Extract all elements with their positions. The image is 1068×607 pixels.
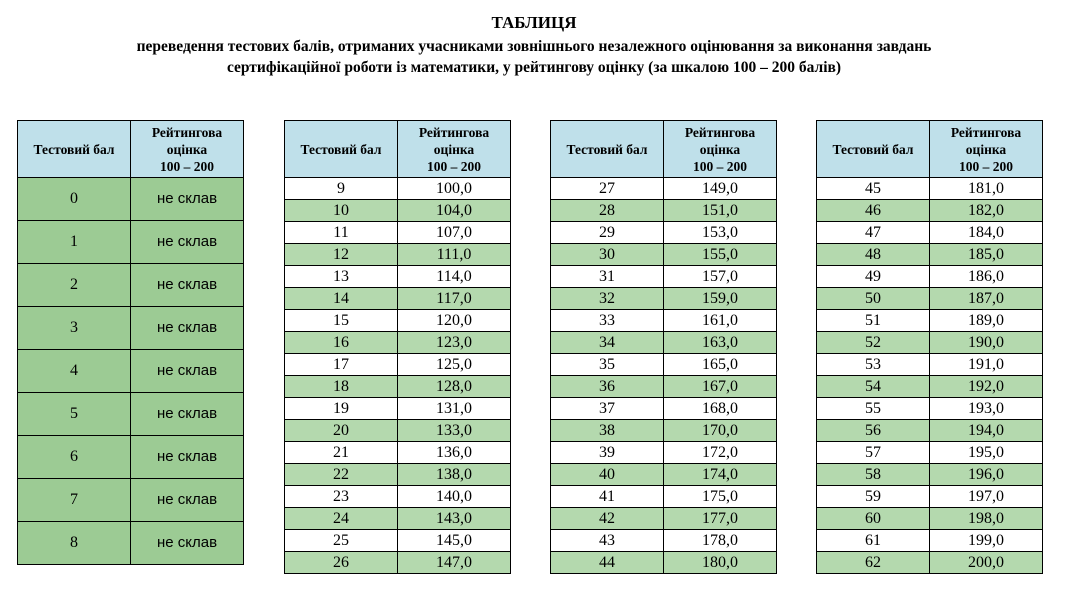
test-score-cell: 26 [285, 552, 398, 574]
rating-cell: 128,0 [398, 376, 511, 398]
test-score-cell: 19 [285, 398, 398, 420]
table-row [285, 486, 511, 508]
test-score-cell: 11 [285, 222, 398, 244]
table-row [285, 464, 511, 486]
rating-cell: не склав [131, 350, 244, 393]
test-score-cell: 36 [551, 376, 664, 398]
table-row [285, 398, 511, 420]
rating-cell: 172,0 [664, 442, 777, 464]
rating-cell: 189,0 [930, 310, 1043, 332]
test-score-cell: 9 [285, 178, 398, 200]
test-score-cell: 57 [817, 442, 930, 464]
rating-cell: 114,0 [398, 266, 511, 288]
test-score-cell: 15 [285, 310, 398, 332]
test-score-cell: 62 [817, 552, 930, 574]
rating-cell: 157,0 [664, 266, 777, 288]
rating-cell: 145,0 [398, 530, 511, 552]
rating-cell: не склав [131, 264, 244, 307]
test-score-cell: 27 [551, 178, 664, 200]
table-row [18, 393, 244, 436]
score-table-2 [284, 120, 511, 574]
rating-cell: 197,0 [930, 486, 1043, 508]
rating-cell: 174,0 [664, 464, 777, 486]
rating-cell: 181,0 [930, 178, 1043, 200]
table-header-row [551, 121, 777, 178]
header-rating-line-2: оцінка [433, 141, 475, 157]
test-score-cell: 50 [817, 288, 930, 310]
table-row [285, 530, 511, 552]
rating-cell: 180,0 [664, 552, 777, 574]
test-score-cell: 32 [551, 288, 664, 310]
header-rating [398, 121, 511, 178]
header-rating-line-3: 100 – 200 [959, 158, 1013, 174]
test-score-cell: 10 [285, 200, 398, 222]
test-score-cell: 25 [285, 530, 398, 552]
rating-cell: 138,0 [398, 464, 511, 486]
test-score-cell: 59 [817, 486, 930, 508]
table-row [551, 508, 777, 530]
rating-cell: 195,0 [930, 442, 1043, 464]
table-row [817, 420, 1043, 442]
rating-cell: 167,0 [664, 376, 777, 398]
rating-cell: 163,0 [664, 332, 777, 354]
test-score-cell: 3 [18, 307, 131, 350]
table-row [817, 288, 1043, 310]
table-row [551, 464, 777, 486]
header-rating [131, 121, 244, 178]
rating-cell: 196,0 [930, 464, 1043, 486]
table-row [285, 222, 511, 244]
rating-cell: 155,0 [664, 244, 777, 266]
test-score-cell: 0 [18, 178, 131, 221]
table-row [285, 420, 511, 442]
test-score-cell: 14 [285, 288, 398, 310]
test-score-cell: 45 [817, 178, 930, 200]
test-score-cell: 37 [551, 398, 664, 420]
rating-cell: не склав [131, 393, 244, 436]
header-rating-line-1: Рейтингова [151, 124, 223, 140]
header-rating-line-3: 100 – 200 [160, 158, 214, 174]
table-row [285, 332, 511, 354]
test-score-cell: 22 [285, 464, 398, 486]
test-score-cell: 17 [285, 354, 398, 376]
table-row [551, 222, 777, 244]
table-row [551, 310, 777, 332]
table-header-row [285, 121, 511, 178]
table-row [817, 442, 1043, 464]
test-score-cell: 29 [551, 222, 664, 244]
rating-cell: 186,0 [930, 266, 1043, 288]
table-row [551, 552, 777, 574]
rating-cell: 151,0 [664, 200, 777, 222]
rating-cell: 159,0 [664, 288, 777, 310]
test-score-cell: 43 [551, 530, 664, 552]
table-row [817, 200, 1043, 222]
rating-cell: 198,0 [930, 508, 1043, 530]
rating-cell: 133,0 [398, 420, 511, 442]
table-header-row [817, 121, 1043, 178]
test-score-cell: 55 [817, 398, 930, 420]
test-score-cell: 35 [551, 354, 664, 376]
test-score-cell: 44 [551, 552, 664, 574]
header-rating [664, 121, 777, 178]
test-score-cell: 46 [817, 200, 930, 222]
rating-cell: 147,0 [398, 552, 511, 574]
rating-cell: 199,0 [930, 530, 1043, 552]
header-rating [930, 121, 1043, 178]
table-row [285, 552, 511, 574]
document-subtitle [0, 36, 1068, 78]
test-score-cell: 49 [817, 266, 930, 288]
rating-cell: 165,0 [664, 354, 777, 376]
test-score-cell: 28 [551, 200, 664, 222]
test-score-cell: 34 [551, 332, 664, 354]
test-score-cell: 23 [285, 486, 398, 508]
table-row [551, 376, 777, 398]
table-row [817, 222, 1043, 244]
test-score-cell: 30 [551, 244, 664, 266]
header-rating-line-2: оцінка [166, 141, 208, 157]
rating-cell: 123,0 [398, 332, 511, 354]
table-row [285, 376, 511, 398]
table-row [285, 442, 511, 464]
table-row [551, 354, 777, 376]
rating-cell: 161,0 [664, 310, 777, 332]
rating-cell: 187,0 [930, 288, 1043, 310]
table-row [817, 178, 1043, 200]
test-score-cell: 52 [817, 332, 930, 354]
table-row [18, 307, 244, 350]
table-row [18, 522, 244, 565]
rating-cell: 104,0 [398, 200, 511, 222]
document-title: ТАБЛИЦЯ [491, 13, 577, 32]
table-row [817, 310, 1043, 332]
table-row [817, 332, 1043, 354]
test-score-cell: 54 [817, 376, 930, 398]
test-score-cell: 33 [551, 310, 664, 332]
test-score-cell: 42 [551, 508, 664, 530]
rating-cell: 175,0 [664, 486, 777, 508]
rating-cell: 120,0 [398, 310, 511, 332]
rating-cell: 177,0 [664, 508, 777, 530]
table-row [817, 552, 1043, 574]
test-score-cell: 38 [551, 420, 664, 442]
table-row [817, 398, 1043, 420]
table-row [551, 332, 777, 354]
rating-cell: 153,0 [664, 222, 777, 244]
rating-cell: не склав [131, 307, 244, 350]
rating-cell: 168,0 [664, 398, 777, 420]
rating-cell: 178,0 [664, 530, 777, 552]
table-row [817, 376, 1043, 398]
rating-cell: 194,0 [930, 420, 1043, 442]
header-rating-line-3: 100 – 200 [427, 158, 481, 174]
table-row [285, 178, 511, 200]
test-score-cell: 31 [551, 266, 664, 288]
test-score-cell: 21 [285, 442, 398, 464]
header-rating-line-1: Рейтингова [684, 124, 756, 140]
test-score-cell: 8 [18, 522, 131, 565]
table-row [551, 178, 777, 200]
test-score-cell: 41 [551, 486, 664, 508]
test-score-cell: 12 [285, 244, 398, 266]
table-row [817, 464, 1043, 486]
test-score-cell: 56 [817, 420, 930, 442]
test-score-cell: 61 [817, 530, 930, 552]
table-row [18, 178, 244, 221]
table-row [18, 221, 244, 264]
header-rating-line-1: Рейтингова [950, 124, 1022, 140]
rating-cell: 170,0 [664, 420, 777, 442]
table-row [285, 288, 511, 310]
test-score-cell: 20 [285, 420, 398, 442]
table-header-row [18, 121, 244, 178]
score-table-1 [17, 120, 244, 565]
rating-cell: 190,0 [930, 332, 1043, 354]
table-row [18, 350, 244, 393]
table-row [285, 266, 511, 288]
header-test-score: Тестовий бал [551, 121, 664, 178]
table-row [285, 200, 511, 222]
subtitle-line-2: сертифікаційної роботи із математики, у рейтингову оцінку (за шкалою 100 – 200 балів) [226, 59, 842, 76]
table-row [817, 530, 1043, 552]
rating-cell: 192,0 [930, 376, 1043, 398]
table-row [817, 508, 1043, 530]
table-row [551, 288, 777, 310]
rating-cell: 182,0 [930, 200, 1043, 222]
header-test-score: Тестовий бал [18, 121, 131, 178]
table-row [18, 264, 244, 307]
rating-cell: не склав [131, 522, 244, 565]
score-table-3 [550, 120, 777, 574]
header-rating-line-2: оцінка [965, 141, 1007, 157]
table-row [18, 479, 244, 522]
table-row [817, 244, 1043, 266]
table-row [551, 486, 777, 508]
rating-cell: 193,0 [930, 398, 1043, 420]
rating-cell: 107,0 [398, 222, 511, 244]
table-row [551, 530, 777, 552]
test-score-cell: 58 [817, 464, 930, 486]
test-score-cell: 5 [18, 393, 131, 436]
rating-cell: 185,0 [930, 244, 1043, 266]
test-score-cell: 2 [18, 264, 131, 307]
test-score-cell: 7 [18, 479, 131, 522]
rating-cell: не склав [131, 479, 244, 522]
table-row [18, 436, 244, 479]
table-row [551, 420, 777, 442]
test-score-cell: 48 [817, 244, 930, 266]
rating-cell: 136,0 [398, 442, 511, 464]
rating-cell: 100,0 [398, 178, 511, 200]
table-row [817, 266, 1043, 288]
test-score-cell: 6 [18, 436, 131, 479]
test-score-cell: 51 [817, 310, 930, 332]
table-row [817, 486, 1043, 508]
subtitle-line-1: переведення тестових балів, отриманих учасниками зовнішнього незалежного оцінювання за виконання завдань [136, 38, 932, 55]
test-score-cell: 13 [285, 266, 398, 288]
rating-cell: 191,0 [930, 354, 1043, 376]
rating-cell: не склав [131, 221, 244, 264]
test-score-cell: 4 [18, 350, 131, 393]
test-score-cell: 60 [817, 508, 930, 530]
rating-cell: 117,0 [398, 288, 511, 310]
rating-cell: 200,0 [930, 552, 1043, 574]
test-score-cell: 39 [551, 442, 664, 464]
table-row [285, 310, 511, 332]
rating-cell: 143,0 [398, 508, 511, 530]
table-row [285, 508, 511, 530]
table-row [285, 354, 511, 376]
rating-cell: 131,0 [398, 398, 511, 420]
score-table-4 [816, 120, 1043, 574]
test-score-cell: 40 [551, 464, 664, 486]
rating-cell: не склав [131, 436, 244, 479]
header-test-score: Тестовий бал [817, 121, 930, 178]
rating-cell: 111,0 [398, 244, 511, 266]
table-row [551, 244, 777, 266]
table-row [551, 200, 777, 222]
test-score-cell: 47 [817, 222, 930, 244]
table-row [551, 398, 777, 420]
header-rating-line-3: 100 – 200 [693, 158, 747, 174]
table-row [817, 354, 1043, 376]
test-score-cell: 24 [285, 508, 398, 530]
rating-cell: не склав [131, 178, 244, 221]
header-test-score: Тестовий бал [285, 121, 398, 178]
rating-cell: 140,0 [398, 486, 511, 508]
test-score-cell: 1 [18, 221, 131, 264]
table-row [551, 442, 777, 464]
rating-cell: 149,0 [664, 178, 777, 200]
test-score-cell: 53 [817, 354, 930, 376]
test-score-cell: 16 [285, 332, 398, 354]
rating-cell: 125,0 [398, 354, 511, 376]
table-row [285, 244, 511, 266]
header-rating-line-1: Рейтингова [418, 124, 490, 140]
test-score-cell: 18 [285, 376, 398, 398]
rating-cell: 184,0 [930, 222, 1043, 244]
header-rating-line-2: оцінка [699, 141, 741, 157]
table-row [551, 266, 777, 288]
